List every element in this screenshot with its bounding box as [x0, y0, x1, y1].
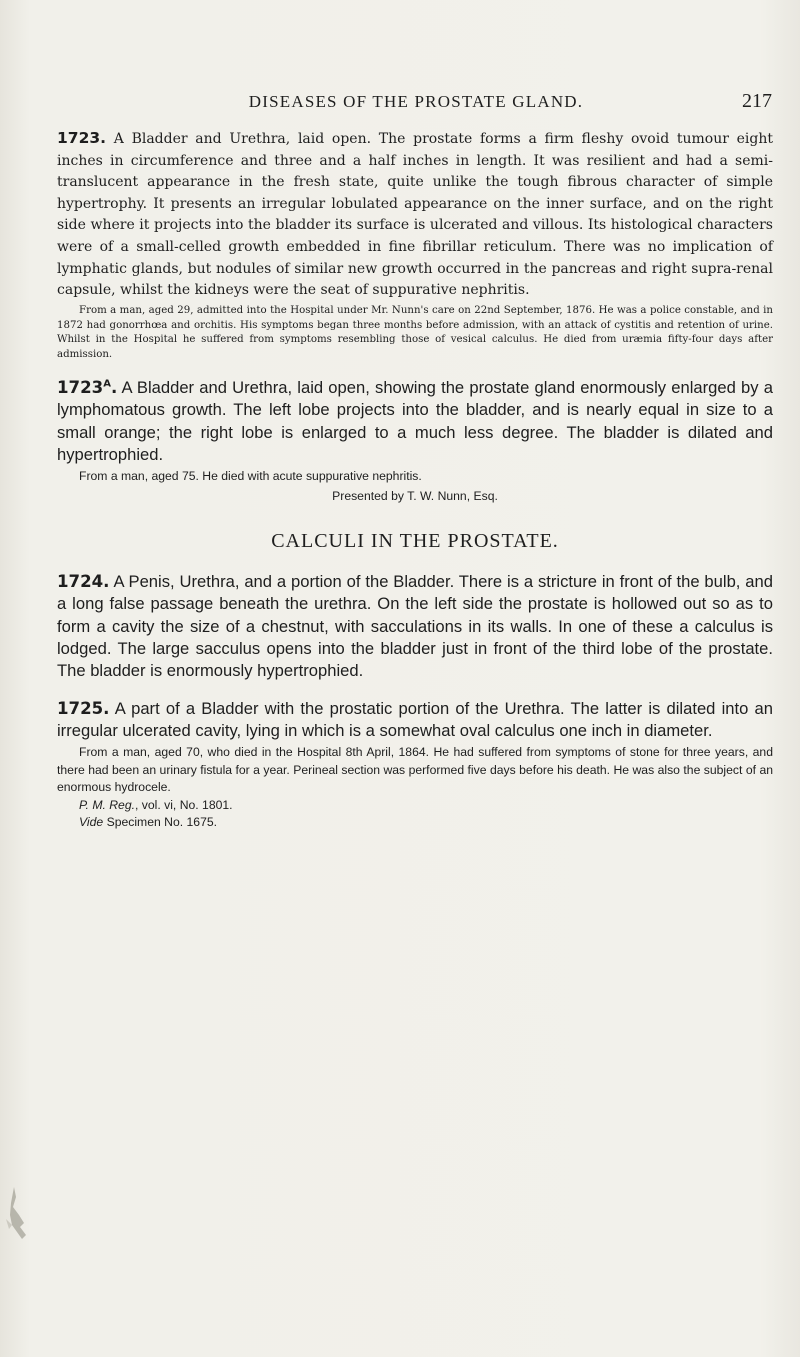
- entry-description: [57, 698, 773, 743]
- page-header: [60, 90, 772, 120]
- running-title: DISEASES OF THE PROSTATE GLAND.: [248, 92, 584, 111]
- specimen-number: 1725.: [57, 698, 110, 718]
- page-number: 217: [742, 90, 772, 112]
- specimen-number: 1723.: [57, 129, 107, 147]
- section-heading: CALCULI IN THE PROSTATE.: [271, 530, 559, 553]
- case-note: From a man, aged 70, who died in the Hospital 8th April, 1864. He had suffered from symptoms of stone for three years, and there had been an urinary fistula for a year. Perineal section was performed five days before his death. He was also the subject of an enormous hydrocele.: [57, 745, 773, 795]
- specimen-entry-1724: [57, 571, 773, 682]
- specimen-suffix: A: [103, 378, 111, 390]
- register-reference: P. M. Reg., vol. vi, No. 1801.: [79, 797, 233, 812]
- specimen-entry-1723a: [57, 377, 773, 505]
- margin-ink-mark: [0, 1185, 30, 1255]
- specimen-entry-1723: [57, 128, 773, 363]
- entry-text: A Bladder and Urethra, laid open, showing the prostate gland enormously enlarged by a lymphomatous growth. The left lobe projects into the bladder, and is nearly equal in size to a small orange; the right lobe is enlarged to a much less degree. The bladder is dilated and hypertrophied.: [57, 377, 773, 464]
- case-note: From a man, aged 29, admitted into the Hospital under Mr. Nunn's care on 22nd September, 1876. He was a police constable, and in 1872 had gonorrhœa and orchitis. His symptoms began three months before admission, with an attack of cystitis and retention of urine. Whilst in the Hospital he suffered from symptoms resembling those of vesical calculus. He died from uræmia fifty-four days after admission.: [57, 304, 773, 361]
- page-content: [57, 128, 773, 831]
- entry-description: [57, 377, 773, 466]
- entry-description: [57, 571, 773, 682]
- entry-text: A Penis, Urethra, and a portion of the Bladder. There is a stricture in front of the bulb, and a long false passage beneath the urethra. On the left side the prostate is hollowed out so as to form a cavity the size of a chestnut, with sacculations in its walls. In one of these a calculus is lodged. The large sacculus opens into the bladder just in front of the third lobe of the prostate. The bladder is enormously hypertrophied.: [57, 572, 773, 681]
- cross-reference: Vide Specimen No. 1675.: [79, 814, 218, 829]
- entry-text: A part of a Bladder with the prostatic portion of the Urethra. The latter is dilated into an irregular ulcerated cavity, lying in which is a somewhat oval calculus one inch in diameter.: [57, 698, 773, 740]
- case-note: From a man, aged 75. He died with acute suppurative nephritis.: [79, 469, 422, 484]
- entry-text: A Bladder and Urethra, laid open. The prostate forms a firm fleshy ovoid tumour eight inches in circumference and three and a half inches in length. It was resilient and had a semi-translucent appearance in the fresh state, quite unlike the tough fibrous character of simple hypertrophy. It presents an irregular lobulated appearance on the inner surface, and on the right side where it projects into the bladder its surface is ulcerated and villous. Its histological characters were of a small-celled growth embedded in fine fibrillar reticulum. There was no implication of lymphatic glands, but nodules of similar new growth occurred in the pancreas and right supra-renal capsule, whilst the kidneys were the seat of suppurative nephritis.: [57, 131, 774, 299]
- presented-by: Presented by T. W. Nunn, Esq.: [332, 488, 498, 503]
- specimen-number: $1723^A$.: [57, 377, 118, 397]
- specimen-entry-1725: [57, 698, 773, 831]
- specimen-number: 1724.: [57, 572, 110, 592]
- entry-description: [57, 128, 773, 302]
